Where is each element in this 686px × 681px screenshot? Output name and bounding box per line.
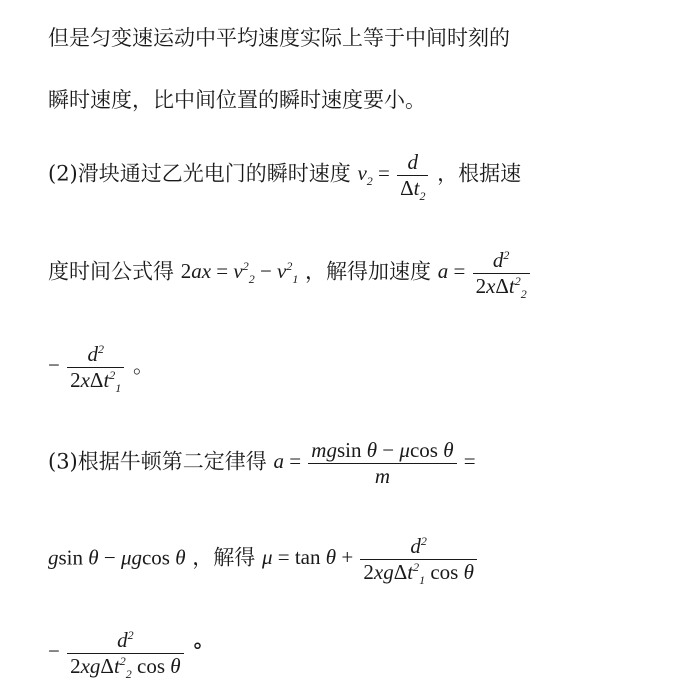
line-4-mid: ，解得加速度 — [305, 259, 432, 284]
fraction-newton: $\frac{\text{mgsin θ − μcos θ}}{m}$ — [308, 440, 456, 487]
line-5-tail: 。 — [132, 353, 154, 378]
formula-gsin: gsin θ − μgcos θ — [48, 545, 186, 570]
text-line-4 — [48, 248, 532, 302]
formula-mu-term-2: − $\frac{d^2}{2xg\Delta t^2_2 \cos \theta}$ — [48, 639, 186, 663]
formula-minus-term: − $\frac{d^2}{2x\Delta t^2_1}$ — [48, 353, 126, 377]
line-3-text: (2)滑块通过乙光电门的瞬时速度 — [48, 161, 351, 186]
text-line-2 — [48, 90, 426, 111]
line-6-text: (3)根据牛顿第二定律得 — [48, 449, 267, 474]
fraction-mu-term-1: $\frac{d^2}{2xg\Delta t^2_1 \cos \theta}$ — [360, 536, 477, 583]
fraction-d-over-dt2: $\frac{d}{\Delta t_2}$ — [397, 152, 428, 199]
line-8-tail: ° — [192, 639, 203, 664]
text-line-8 — [48, 628, 203, 681]
line-2-text: 瞬时速度，比中间位置的瞬时速度要小。 — [48, 88, 426, 112]
fraction-mu-term-2: $\frac{d^2}{2xg\Delta t^2_2 \cos \theta}$ — [67, 630, 184, 677]
text-line-7 — [48, 534, 479, 588]
formula-mu: μ = tan θ + $\frac{d^2}{2xg\Delta t^2_1 \cos \theta}$ — [262, 545, 479, 569]
formula-newton: a = $\frac{\text{mgsin θ − μcos θ}}{m}$ = — [273, 438, 476, 488]
line-7-text: ，解得 — [192, 545, 256, 570]
line-3-tail: ，根据速 — [437, 161, 522, 186]
text-line-1 — [48, 28, 510, 49]
text-line-6 — [48, 440, 476, 487]
formula-v2: $v_2$ = $\frac{d}{\Delta t_2}$ — [357, 161, 430, 185]
text-line-5 — [48, 342, 154, 396]
line-1-text: 但是匀变速运动中平均速度实际上等于中间时刻的 — [48, 26, 510, 50]
formula-a: a = $\frac{d^2}{2x\Delta t^2_2}$ — [438, 259, 532, 283]
line-4-text: 度时间公式得 — [48, 259, 174, 284]
fraction-d2-over-2xdt2: $\frac{d^2}{2x\Delta t^2_2}$ — [473, 250, 530, 297]
fraction-d2-over-2xdt1: $\frac{d^2}{2x\Delta t^2_1}$ — [67, 344, 124, 391]
text-line-3 — [48, 150, 522, 204]
formula-2ax: $2ax = v^2_2 - v^2_1$ — [180, 259, 299, 287]
